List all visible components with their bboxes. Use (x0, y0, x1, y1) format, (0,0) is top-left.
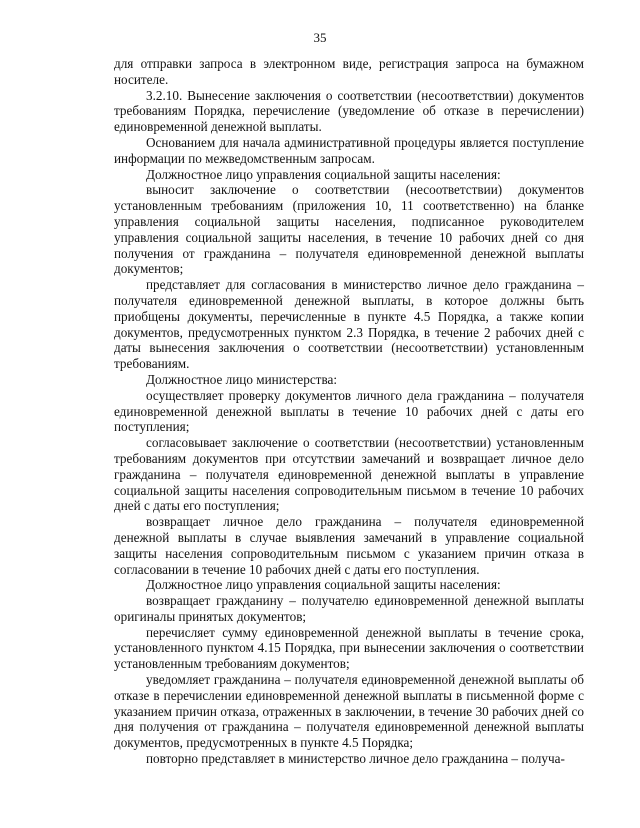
document-body (114, 56, 584, 767)
paragraph: повторно представляет в министерство личное дело гражданина – получа- (146, 751, 565, 767)
paragraph: возвращает гражданину – получателю единовременной денежной выплаты оригиналы принятых документов; (114, 593, 584, 624)
paragraph: 3.2.10. Вынесение заключения о соответствии (несоответствии) документов требованиям Порядка, перечисление (уведомление об отказе в перечислении) единовременной денежной выплаты. (114, 87, 584, 135)
paragraph: для отправки запроса в электронном виде, регистрация запроса на бумажном носителе. (114, 56, 584, 87)
paragraph: Должностное лицо министерства: (146, 371, 338, 387)
paragraph: согласовывает заключение о соответствии (несоответствии) установленным требованиям документов при отсутствии замечаний и возвращает личное дело гражданина – получателя единовременной денежной выплаты в управление социальной защиты населения сопроводительным письмом в течение 10 рабочих дней с даты его поступления; (114, 435, 584, 514)
paragraph: Должностное лицо управления социальной защиты населения: (146, 577, 501, 593)
paragraph: Должностное лицо управления социальной защиты населения: (146, 166, 501, 182)
paragraph: Основанием для начала административной процедуры является поступление информации по межведомственным запросам. (114, 134, 584, 166)
paragraph: уведомляет гражданина – получателя единовременной денежной выплаты об отказе в перечислении единовременной денежной выплаты в письменной форме с указанием причин отказа, отраженных в заключении, в течение 30 рабочих дней со дня получения от гражданина – получателя единовременной денежной выплаты документов, предусмотренных в пункте 4.5 Порядка; (114, 672, 584, 751)
paragraph: возвращает личное дело гражданина – получателя единовременной денежной выплаты в случае выявления замечаний в управление социальной защиты населения сопроводительным письмом с указанием причин отказа в согласовании в течение 10 рабочих дней с даты его поступления. (114, 514, 584, 577)
paragraph: перечисляет сумму единовременной денежной выплаты в течение срока, установленного пунктом 4.15 Порядка, при вынесении заключения о соответствии установленным требованиям документов; (114, 624, 584, 672)
paragraph: представляет для согласования в министерство личное дело гражданина – получателя единовременной денежной выплаты, в которое должны быть приобщены документы, перечисленные в пункте 4.5 Порядка, а также копии документов, предусмотренных пунктом 2.3 Порядка, в течение 2 рабочих дней с даты вынесения заключения о соответствии (несоответствии) установленным требованиям. (114, 277, 584, 372)
paragraph: выносит заключение о соответствии (несоответствии) документов установленным требованиям (приложения 10, 11 соответственно) на бланке управления социальной защиты населения, подписанное руководителем управления социальной защиты населения, в течение 10 рабочих дней со дня получения от гражданина – получателя единовременной денежной выплаты документов; (114, 182, 584, 277)
paragraph: осуществляет проверку документов личного дела гражданина – получателя единовременной денежной выплаты в течение 10 рабочих дней с даты его поступления; (114, 387, 584, 435)
page-number: 35 (313, 30, 327, 45)
